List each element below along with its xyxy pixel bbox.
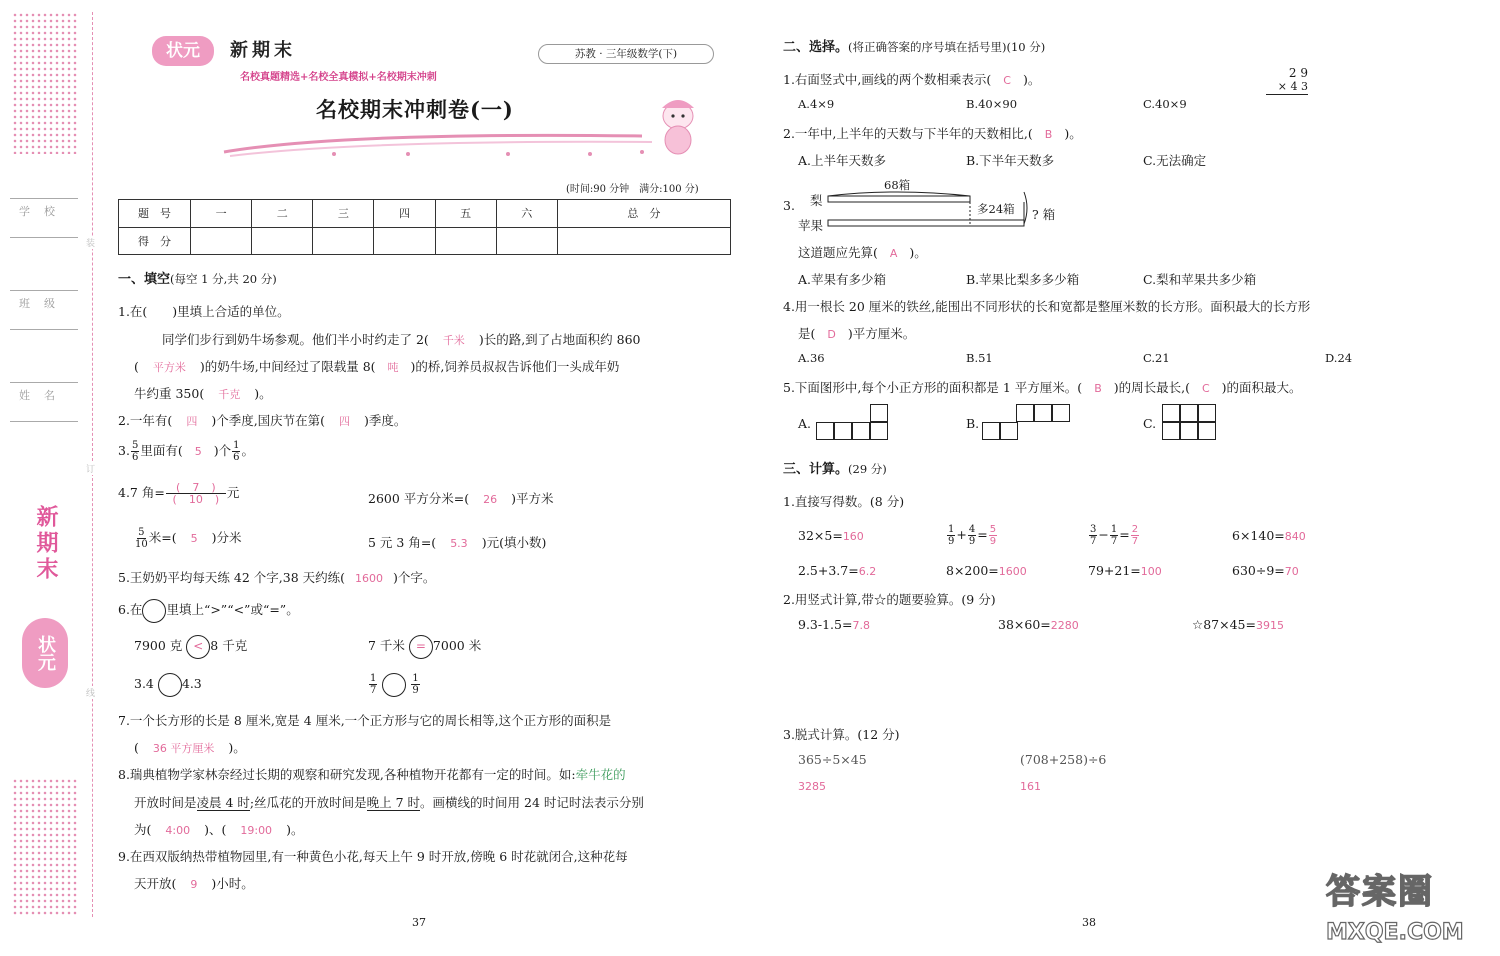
q1-answer-2[interactable]: 平方米	[152, 361, 186, 374]
q1-line-1	[162, 330, 641, 348]
q4-d	[368, 533, 546, 551]
s2-q3-question: ? 箱	[1032, 207, 1056, 222]
s3-q1-answer-7[interactable]: 100	[1140, 565, 1162, 578]
s3-q1-item-4	[1232, 528, 1306, 543]
q8-underline-2: 晚上 7 时	[366, 795, 421, 810]
score-cell[interactable]	[496, 227, 557, 255]
q6-a-right: 8 千克	[210, 638, 248, 653]
s2-q1-text: 1.右面竖式中,画线的两个数相乘表示(	[783, 72, 992, 87]
s2-q4-opt-d[interactable]: D.24	[1325, 351, 1353, 365]
s2-q3-top: 68箱	[884, 178, 911, 192]
shape-b-cell	[1052, 404, 1070, 422]
q3-frac2-den: 6	[233, 452, 240, 463]
s3-q3-answer-1[interactable]: 3285	[798, 780, 826, 793]
q1-text-e: )的桥,饲养员叔叔告诉他们一头成年奶	[410, 359, 620, 374]
s2-q2-answer[interactable]: B	[1044, 128, 1053, 141]
s3-q3-expr-1: 365÷5×45	[798, 752, 867, 767]
q6-b	[368, 634, 481, 659]
s3-q1-answer-2[interactable]	[989, 524, 997, 547]
q9-line-1: 9.在西双版纳热带植物园里,有一种黄色小花,每天上午 9 时开放,傍晚 6 时花就闭合,这种花每	[118, 849, 628, 864]
q8-text-d: 。画横线的时间用 24 时记时法表示分别	[420, 795, 644, 810]
q2-answer-1[interactable]: 四	[186, 415, 198, 428]
q6-a	[134, 634, 247, 659]
s3-q3-label: 3.脱式计算。(12 分)	[783, 727, 900, 742]
q8-answer-1[interactable]: 4:00	[165, 824, 191, 837]
q4-a-num-val: 7	[192, 481, 200, 494]
frac-num: 4	[968, 524, 976, 535]
q3-answer[interactable]: 5	[194, 445, 202, 458]
s2-q3-more: 多24箱	[977, 202, 1015, 216]
q1-answer-3[interactable]: 吨	[387, 361, 399, 374]
q6-d-right-num: 1	[412, 673, 419, 684]
s3-q2-item-1	[798, 617, 870, 632]
q3-frac2-num: 1	[233, 440, 240, 451]
s3-q1-item-8	[1232, 563, 1299, 578]
q4-d-unit: )元(填小数)	[481, 535, 547, 550]
score-cell[interactable]	[435, 227, 496, 255]
binding-mark-1: 装	[86, 236, 95, 249]
q3-fraction	[131, 440, 139, 463]
watermark-logo: 答案圈	[1326, 872, 1434, 912]
section-1-score: (每空 1 分,共 20 分)	[170, 272, 277, 286]
score-header-6: 六	[496, 200, 557, 228]
s2-q5-end: )的面积最大。	[1221, 380, 1302, 395]
title-swoosh	[222, 120, 702, 162]
q1-label: 1.在( )里填上合适的单位。	[118, 304, 290, 319]
q4-c-unit: )分米	[211, 530, 242, 545]
decor-dots-bottom	[12, 778, 78, 916]
q4-c-fraction	[135, 527, 148, 550]
s2-q2-opt-a[interactable]: A.上半年天数多	[798, 153, 887, 168]
exam-title: 名校期末冲刺卷(一)	[316, 97, 514, 122]
q8-line-1	[118, 765, 626, 783]
s2-q3-opt-a[interactable]: A.苹果有多少箱	[798, 272, 887, 287]
q6-c-answer[interactable]	[158, 673, 182, 697]
q4-c-den: 10	[135, 539, 148, 550]
q8-line-3	[134, 820, 303, 838]
s2-q3-opt-c[interactable]: C.梨和苹果共多少箱	[1143, 272, 1257, 287]
q4-a-fraction[interactable]	[166, 482, 226, 505]
brand-logo-text: 状元	[166, 41, 200, 61]
sidebar-logo	[22, 618, 68, 688]
name-label: 姓名	[19, 389, 69, 402]
brand-title: 新期末	[230, 40, 296, 61]
q4-d-text: 5 元 3 角=(	[368, 535, 437, 550]
q4-d-answer[interactable]: 5.3	[450, 537, 468, 550]
s2-q1-opt-b[interactable]: B.40×90	[966, 97, 1018, 111]
s3-q1-expr-8: 630÷9=	[1232, 563, 1285, 578]
score-header-5: 五	[435, 200, 496, 228]
section-1-title	[118, 268, 277, 287]
q5-text-a: 5.王奶奶平均每天练 42 个字,38 天约练(	[118, 570, 346, 585]
s2-q1-opt-a[interactable]: A.4×9	[798, 97, 835, 111]
q6-b-answer[interactable]: =	[409, 635, 433, 659]
shape-b-cell	[982, 422, 1000, 440]
q6-d-left-den: 7	[370, 685, 377, 696]
score-cell[interactable]	[313, 227, 374, 255]
score-header-3: 三	[313, 200, 374, 228]
s2-q5-answer-1[interactable]: B	[1094, 382, 1102, 395]
section-2-title	[783, 36, 1045, 55]
q3-frac-num: 5	[131, 440, 139, 451]
name-field[interactable]	[10, 382, 78, 422]
q8-text-b: 开放时间是	[134, 795, 197, 810]
q8-text-g: )。	[286, 822, 304, 837]
q1-answer-4[interactable]: 千克	[218, 388, 241, 401]
q6-b-right: 7000 米	[432, 638, 482, 653]
school-label: 学校	[19, 205, 69, 218]
s3-q1-frac-b	[968, 524, 976, 547]
s3-q2-answer-2[interactable]: 2280	[1050, 619, 1079, 632]
score-cell[interactable]	[557, 227, 730, 255]
q9-answer[interactable]: 9	[190, 878, 198, 891]
s2-q4-text-a: 是(	[798, 326, 816, 341]
s3-q1-answer-1[interactable]: 160	[842, 530, 864, 543]
s2-q4-opt-c[interactable]: C.21	[1143, 351, 1170, 365]
q6-circle-icon	[142, 599, 166, 623]
s2-q1-end: )。	[1022, 72, 1041, 87]
shape-c-cell	[1198, 404, 1216, 422]
section-3-title	[783, 458, 887, 477]
q1-line-3	[134, 384, 272, 402]
q8-underline-1: 凌晨 4 时	[196, 795, 250, 810]
s2-q5	[783, 378, 1302, 396]
q3-text-a: 里面有(	[140, 443, 183, 458]
q6-text-a: 6.在	[118, 602, 143, 617]
s3-q2-item-3	[1192, 617, 1284, 632]
s3-q1-item-7	[1088, 563, 1162, 578]
s2-q1-vertical-calc	[1266, 66, 1308, 95]
s3-q2-answer-1[interactable]: 7.8	[852, 619, 870, 632]
score-header-2: 二	[252, 200, 313, 228]
q3-num: 3.	[118, 443, 130, 458]
s3-q1-label: 1.直接写得数。(8 分)	[783, 494, 905, 509]
q2-text-a: 2.一年有(	[118, 413, 173, 428]
s3-q1-frac-c	[1089, 524, 1097, 547]
s2-q4-opt-b[interactable]: B.51	[966, 351, 993, 365]
shape-c-cell	[1162, 404, 1180, 422]
q5-text-b: )个字。	[393, 570, 436, 585]
score-cell[interactable]	[374, 227, 435, 255]
s2-q4-text-b: )平方厘米。	[847, 326, 916, 341]
watermark-url: MXQE.COM	[1326, 920, 1464, 945]
school-field[interactable]	[10, 198, 78, 238]
q4-b	[368, 489, 554, 507]
s2-q3-end: )。	[909, 245, 927, 260]
s3-q3-expr-2: (708+258)÷6	[1020, 752, 1107, 767]
s3-q3-answer-2[interactable]: 161	[1020, 780, 1041, 793]
s2-q2-opt-b[interactable]: B.下半年天数多	[966, 153, 1055, 168]
q1-text-f: 牛约重 350(	[134, 386, 205, 401]
shape-c-cell	[1162, 422, 1180, 440]
s3-q1-answer-5[interactable]: 6.2	[858, 565, 877, 578]
s3-q2-expr-3: ☆87×45=	[1192, 617, 1256, 632]
s2-q3-answer[interactable]: A	[889, 247, 898, 260]
q6-d-answer[interactable]	[382, 673, 406, 697]
q8-text-f: )、(	[204, 822, 227, 837]
q4-a-num: ( 7 )	[166, 482, 226, 494]
q3-frac-den: 6	[131, 452, 139, 463]
q8-answer-2[interactable]: 19:00	[240, 824, 273, 837]
score-header-total: 总 分	[557, 200, 730, 228]
q4-b-unit: )平方米	[511, 491, 554, 506]
q4-a	[118, 482, 239, 505]
brand-logo	[152, 36, 214, 66]
q7-text-b: )。	[228, 740, 246, 755]
s3-q2-answer-3[interactable]: 3915	[1255, 619, 1284, 632]
s2-q5-text: 5.下面图形中,每个小正方形的面积都是 1 平方厘米。(	[783, 380, 1083, 395]
s2-q5-answer-2[interactable]: C	[1201, 382, 1210, 395]
shape-a-cell	[834, 422, 852, 440]
binding-mark-2: 订	[86, 462, 95, 475]
q2-text-c: )季度。	[364, 413, 407, 428]
s2-q5-opt-a[interactable]: A.	[798, 416, 812, 431]
s2-q3-prompt-text: 这道题应先算(	[798, 245, 878, 260]
shape-c-cell	[1198, 422, 1216, 440]
s3-q1-frac-d	[1110, 524, 1118, 547]
q4-c-num: 5	[138, 527, 145, 538]
q3-text-c: 。	[241, 443, 254, 458]
s2-q5-opt-b[interactable]: B.	[966, 416, 980, 431]
q1-text-g: )。	[254, 386, 272, 401]
page-number-left: 37	[412, 916, 426, 929]
q7-text-a: (	[134, 740, 139, 755]
sidebar-logo-text: 状元	[35, 635, 56, 671]
s3-q1-item-3: $\frac{3}{7}$ − $\frac{1}{7}$ = $\frac{2}{7}$	[1090, 524, 1139, 547]
q9-text-a: 天开放(	[134, 876, 177, 891]
q6-c-right: 4.3	[181, 676, 202, 691]
s3-q1-answer-3[interactable]	[1131, 524, 1139, 547]
q5-answer[interactable]: 1600	[355, 572, 384, 585]
section-2-score: (将正确答案的序号填在括号里)(10 分)	[848, 40, 1046, 54]
binding-mark-3: 线	[86, 686, 95, 699]
s3-q1-expr-7: 79+21=	[1088, 563, 1141, 578]
s2-q2	[783, 124, 1082, 142]
section-1-heading: 一、填空	[118, 272, 171, 287]
q4-c	[134, 527, 241, 550]
q8-text-green: 牵牛花的	[575, 767, 626, 782]
s2-q2-end: )。	[1064, 126, 1082, 141]
section-2-heading: 二、选择。	[783, 40, 849, 55]
q1-answer-1[interactable]: 千米	[442, 334, 465, 347]
q1-text-a: 同学们步行到奶牛场参观。他们半小时约走了 2(	[162, 332, 429, 347]
score-cell[interactable]	[252, 227, 313, 255]
frac-num: 3	[1090, 524, 1097, 535]
q6-a-answer[interactable]: <	[186, 635, 210, 659]
q6-c	[134, 672, 202, 697]
shape-b-cell	[1016, 404, 1034, 422]
s3-q1-answer-6[interactable]: 1600	[998, 565, 1027, 578]
q6-d-left-fraction	[369, 673, 377, 696]
q7-answer[interactable]: 36 平方厘米	[152, 742, 215, 755]
class-field[interactable]	[10, 290, 78, 330]
q3-text-b: )个	[213, 443, 232, 458]
q6-d-right-fraction	[411, 673, 419, 696]
shape-b-cell	[1000, 422, 1018, 440]
q6-text-b: 里填上“>”“<”或“=”。	[166, 602, 299, 617]
s2-q1-answer[interactable]: C	[1003, 74, 1011, 87]
s3-q2-label: 2.用竖式计算,带☆的题要验算。(9 分)	[783, 592, 996, 607]
q6-c-left: 3.4	[134, 676, 154, 691]
q7-line-1: 7.一个长方形的长是 8 厘米,宽是 4 厘米,一个正方形与它的周长相等,这个正方形的面积是	[118, 713, 612, 728]
q9-text-b: )小时。	[211, 876, 254, 891]
s2-q2-text: 2.一年中,上半年的天数与下半年的天数相比,(	[783, 126, 1033, 141]
s3-q1-frac-a	[947, 524, 955, 547]
s3-q2-expr-2: 38×60=	[998, 617, 1051, 632]
score-cell[interactable]	[191, 227, 252, 255]
shape-b-cell	[1034, 404, 1052, 422]
s3-q1-item-5	[798, 563, 876, 578]
q3	[118, 440, 254, 463]
s3-q1-item-6	[946, 563, 1027, 578]
q8-text-a: 8.瑞典植物学家林奈经过长期的观察和研究发现,各种植物开花都有一定的时间。如:	[118, 767, 576, 782]
q4-a-unit: 元	[226, 485, 240, 500]
section-3-score: (29 分)	[848, 462, 887, 476]
s2-q4-answer[interactable]: D	[827, 328, 836, 341]
brand-subtitle: 名校真题精选+名校全真模拟+名校期末冲刺	[240, 72, 437, 83]
shape-a-cell	[870, 404, 888, 422]
s3-q1-expr-6: 8×200=	[946, 563, 999, 578]
q6-b-left: 7 千米	[368, 638, 405, 653]
q4-b-text: 2600 平方分米=(	[368, 491, 470, 506]
q4-c-text: 米=(	[148, 530, 177, 545]
frac-den: 7	[1090, 536, 1097, 547]
s2-q1	[783, 70, 1040, 88]
s3-q1-expr-1: 32×5=	[798, 528, 843, 543]
q7-line-2	[134, 738, 246, 756]
q1-line-2	[134, 357, 619, 375]
q4-a-den: ( 10 )	[172, 493, 220, 506]
frac-num: 5	[989, 524, 997, 535]
frac-den: 9	[948, 536, 955, 547]
q6-d	[368, 670, 421, 698]
s2-q2-opt-c[interactable]: C.无法确定	[1143, 153, 1207, 168]
s3-q1-expr-4: 6×140=	[1232, 528, 1285, 543]
exam-time: (时间:90 分钟 满分:100 分)	[566, 184, 699, 195]
section-3-heading: 三、计算。	[783, 462, 849, 477]
vertical-calc-bottom: × 4 3	[1266, 80, 1308, 95]
q9-line-2	[134, 874, 254, 892]
s2-q3-num: 3.	[783, 198, 795, 213]
q8-line-2	[134, 793, 644, 811]
page-number-right: 38	[1082, 916, 1096, 929]
q6-d-left-num: 1	[370, 673, 377, 684]
q4-b-answer[interactable]: 26	[483, 493, 498, 506]
decor-dots-top	[12, 12, 78, 154]
s2-q3-pear: 梨	[810, 193, 823, 208]
grade-tag: 苏教 · 三年级数学(下)	[538, 44, 714, 64]
q2	[118, 411, 406, 429]
q1-text-c: (	[134, 359, 139, 374]
s2-q5-text-b: )的周长最长,(	[1113, 380, 1190, 395]
sidebar-brand-vertical: 新期末	[33, 505, 58, 583]
s2-q5-opt-c[interactable]: C.	[1143, 416, 1157, 431]
s3-q1-expr-5: 2.5+3.7=	[798, 563, 859, 578]
s3-q2-expr-1: 9.3-1.5=	[798, 617, 853, 632]
score-row-label: 得 分	[119, 227, 191, 255]
s3-q1-item-1	[798, 528, 864, 543]
s3-q2-item-2	[998, 617, 1079, 632]
s3-q1-item-2: $\frac{1}{9}$ + $\frac{4}{9}$ = $\frac{5}{9}$	[948, 524, 997, 547]
q6-d-right-den: 9	[412, 685, 419, 696]
q2-text-b: )个季度,国庆节在第(	[211, 413, 326, 428]
q1-text-b: )长的路,到了占地面积约 860	[478, 332, 641, 347]
vertical-calc-top: 2 9	[1288, 66, 1308, 80]
s2-q1-opt-c[interactable]: C.40×9	[1143, 97, 1187, 111]
q1-text-d: )的奶牛场,中间经过了限载量 8(	[199, 359, 376, 374]
s2-q4-opt-a[interactable]: A.36	[798, 351, 825, 365]
s3-q1-answer-4[interactable]: 840	[1284, 530, 1306, 543]
s2-q4-line-2	[798, 324, 915, 342]
frac-den: 9	[989, 536, 997, 547]
q2-answer-2[interactable]: 四	[339, 415, 351, 428]
score-header-4: 四	[374, 200, 435, 228]
frac-den: 9	[968, 536, 976, 547]
shape-c-cell	[1180, 422, 1198, 440]
score-table	[118, 199, 731, 255]
shape-c-cell	[1180, 404, 1198, 422]
shape-a-cell	[816, 422, 834, 440]
q4-a-text: 4.7 角=	[118, 485, 165, 500]
q4-a-den-val: 10	[188, 493, 203, 506]
s3-q1-answer-8[interactable]: 70	[1284, 565, 1299, 578]
q6-a-left: 7900 克	[134, 638, 183, 653]
frac-num: 2	[1131, 524, 1139, 535]
s2-q3-apple: 苹果	[798, 218, 824, 233]
frac-num: 1	[948, 524, 955, 535]
score-header-1: 一	[191, 200, 252, 228]
shape-a-cell	[870, 422, 888, 440]
q3-fraction-2	[232, 440, 240, 463]
shape-a-cell	[852, 422, 870, 440]
q4-c-answer[interactable]: 5	[190, 532, 198, 545]
score-header-label: 题 号	[119, 200, 191, 228]
mascot-icon	[648, 94, 708, 160]
s2-q4-line-1: 4.用一根长 20 厘米的铁丝,能围出不同形状的长和宽都是整厘米数的长方形。面积最大的长方形	[783, 299, 1311, 314]
s2-q3-prompt	[798, 243, 927, 261]
s2-q3-opt-b[interactable]: B.苹果比梨多多少箱	[966, 272, 1080, 287]
frac-num: 1	[1110, 524, 1118, 535]
q8-text-c: ;丝瓜花的开放时间是	[249, 795, 367, 810]
frac-den: 7	[1110, 536, 1118, 547]
frac-den: 7	[1131, 536, 1139, 547]
q8-text-e: 为(	[134, 822, 152, 837]
class-label: 班级	[19, 297, 69, 310]
q5	[118, 568, 435, 586]
q6-label	[118, 598, 299, 623]
